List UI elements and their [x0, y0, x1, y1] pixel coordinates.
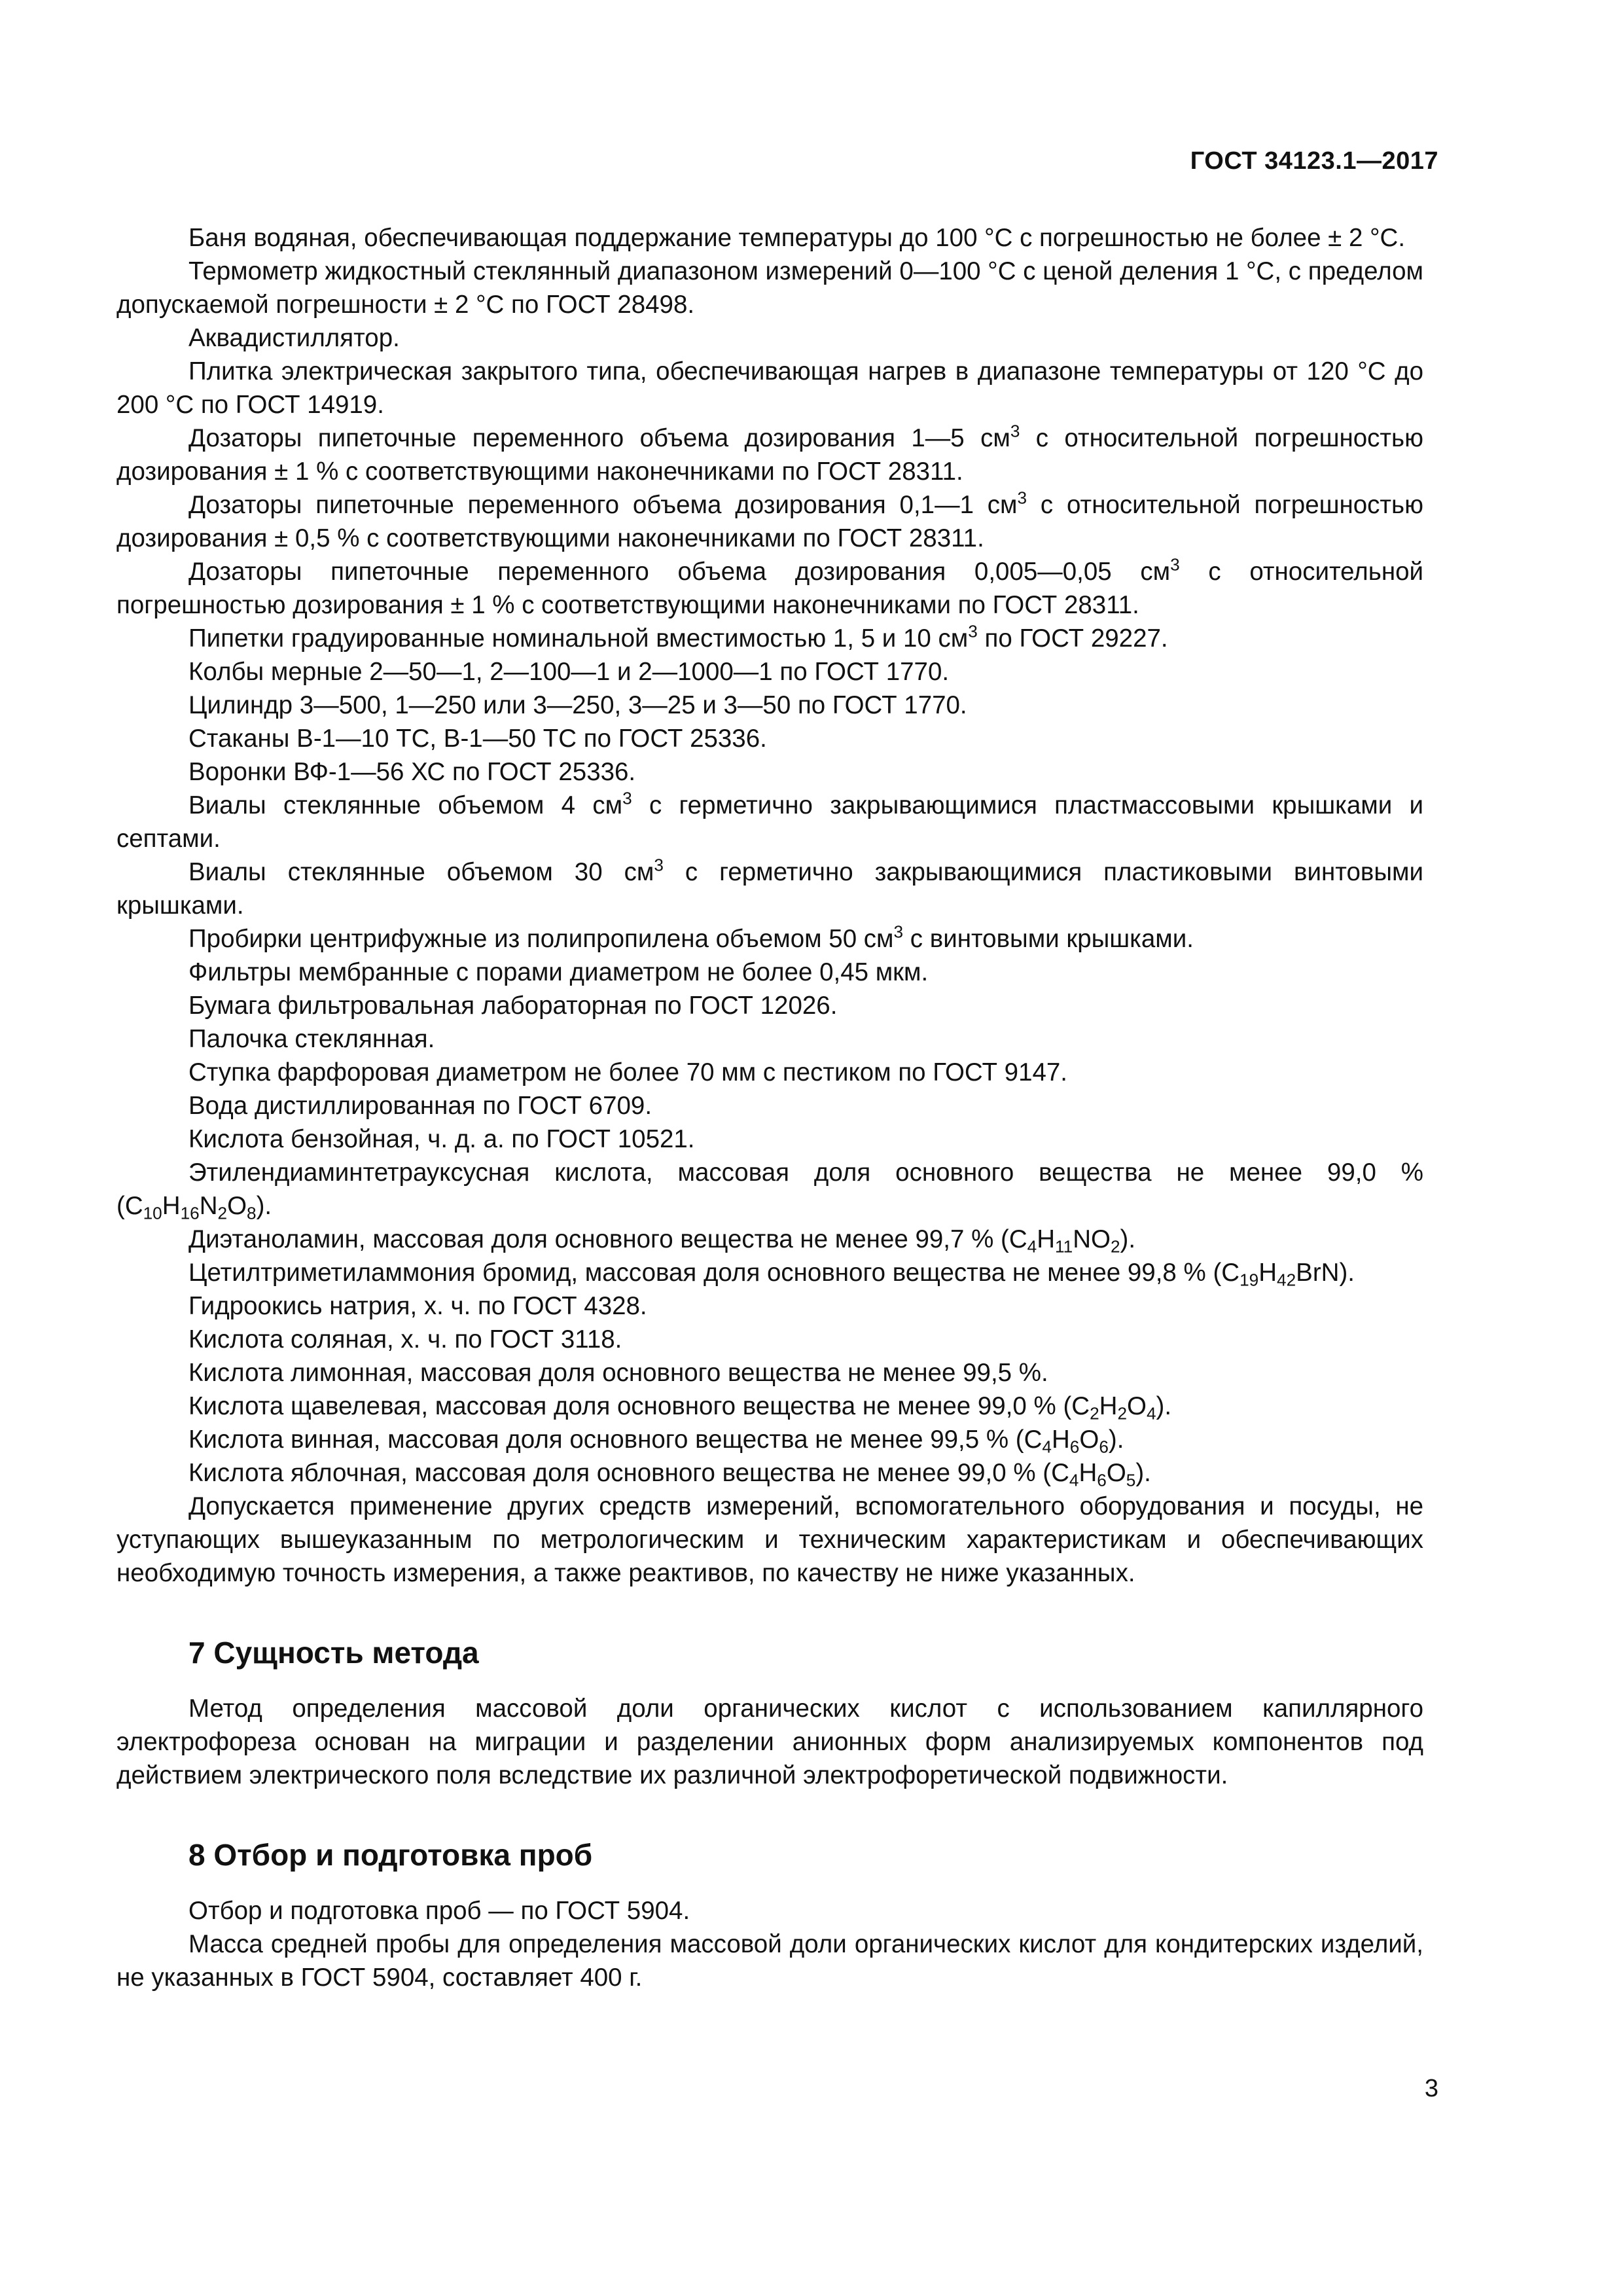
text-run: O	[227, 1192, 247, 1220]
equipment-list-item	[116, 321, 1423, 355]
text-run: Виалы стеклянные объемом 30 см	[188, 858, 654, 886]
subscript: 42	[1277, 1270, 1296, 1290]
text-run: Кислота щавелевая, массовая доля основного вещества не менее 99,0 % (C	[188, 1392, 1090, 1420]
text-run: Виалы стеклянные объемом 4 см	[188, 791, 623, 819]
text-run: O	[1106, 1459, 1126, 1487]
subscript: 5	[1126, 1470, 1136, 1490]
subscript: 2	[1110, 1236, 1120, 1257]
equipment-list-item	[116, 1089, 1423, 1122]
equipment-list-item	[116, 488, 1423, 555]
text-run: Пипетки градуированные номинальной вместимостью 1, 5 и 10 см	[188, 624, 969, 653]
equipment-list-item	[116, 255, 1423, 321]
equipment-list-item	[116, 1156, 1423, 1223]
document-code-header: ГОСТ 34123.1—2017	[1190, 147, 1438, 175]
text-run: Кислота лимонная, массовая доля основного вещества не менее 99,5 %.	[188, 1359, 1048, 1387]
text-run: Цетилтриметиламмония бромид, массовая доля основного вещества не менее 99,8 % (C	[188, 1259, 1240, 1287]
text-run: H	[162, 1192, 181, 1220]
equipment-list-item	[116, 1490, 1423, 1590]
equipment-list-item	[116, 555, 1423, 622]
text-run: Цилиндр 3—500, 1—250 или 3—250, 3—25 и 3—50 по ГОСТ 1770.	[188, 691, 967, 719]
text-run: с герметично закрывающимися пластиковыми винтовыми крышками.	[116, 858, 1423, 920]
text-run: Вода дистиллированная по ГОСТ 6709.	[188, 1092, 652, 1120]
equipment-list-item	[116, 1223, 1423, 1256]
superscript: 3	[1017, 488, 1027, 508]
text-run: с герметично закрывающимися пластмассовыми крышками и септами.	[116, 791, 1424, 853]
equipment-list	[116, 221, 1423, 1590]
text-run: с относительной погрешностью дозирования ± 0,5 % с соответствующими наконечниками по ГОСТ 28311.	[116, 491, 1423, 552]
equipment-list-item	[116, 622, 1423, 655]
equipment-list-item	[116, 221, 1423, 255]
text-run: Допускается применение других средств измерений, вспомогательного оборудования и посуды, не уступающих вышеуказанным по метрологическим и техническим характеристикам и обеспечивающих необходимую точность измерения, а также реактивов, по качеству не ниже указанных.	[116, 1492, 1423, 1587]
equipment-list-item	[116, 755, 1423, 789]
text-run: Стаканы В-1—10 ТС, В-1—50 ТС по ГОСТ 25336.	[188, 725, 767, 753]
text-run: Диэтаноламин, массовая доля основного вещества не менее 99,7 % (C	[188, 1225, 1027, 1253]
text-run: H	[1099, 1392, 1118, 1420]
text-run: H	[1258, 1259, 1277, 1287]
section-8-paragraph: Отбор и подготовка проб — по ГОСТ 5904.	[188, 1897, 690, 1925]
equipment-list-item	[116, 1423, 1423, 1456]
text-run: с относительной погрешностью дозирования ± 1 % с соответствующими наконечниками по ГОСТ 28311.	[116, 424, 1423, 486]
text-run: Кислота винная, массовая доля основного вещества не менее 99,5 % (C	[188, 1426, 1043, 1454]
text-run: Кислота бензойная, ч. д. а. по ГОСТ 10521.	[188, 1125, 695, 1153]
subscript: 4	[1069, 1470, 1079, 1490]
subscript: 2	[217, 1203, 228, 1223]
equipment-list-item	[116, 1456, 1423, 1490]
equipment-list-item	[116, 1356, 1423, 1390]
text-run: NO	[1073, 1225, 1111, 1253]
text-run: Аквадистиллятор.	[188, 324, 400, 352]
text-run: Кислота яблочная, массовая доля основного вещества не менее 99,0 % (C	[188, 1459, 1069, 1487]
text-run: ).	[1156, 1392, 1172, 1420]
section-8-paragraph: Масса средней пробы для определения массовой доли органических кислот для кондитерских изделий, не указанных в ГОСТ 5904, составляет 400 г.	[116, 1930, 1423, 1992]
subscript: 19	[1240, 1270, 1259, 1290]
text-run: N	[199, 1192, 218, 1220]
subscript: 4	[1042, 1437, 1052, 1457]
subscript: 10	[143, 1203, 162, 1223]
subscript: 6	[1069, 1437, 1080, 1457]
equipment-list-item	[116, 1022, 1423, 1056]
subscript: 16	[180, 1203, 200, 1223]
equipment-list-item	[116, 1323, 1423, 1356]
subscript: 8	[247, 1203, 257, 1223]
equipment-list-item	[116, 855, 1423, 922]
equipment-list-item	[116, 655, 1423, 689]
superscript: 3	[968, 621, 978, 641]
text-run: с винтовыми крышками.	[903, 925, 1194, 953]
text-run: O	[1079, 1426, 1099, 1454]
text-run: Фильтры мембранные с порами диаметром не более 0,45 мкм.	[188, 958, 929, 986]
subscript: 11	[1055, 1236, 1073, 1257]
text-run: Дозаторы пипеточные переменного объема дозирования 0,1—1 см	[188, 491, 1018, 519]
text-run: Колбы мерные 2—50—1, 2—100—1 и 2—1000—1 по ГОСТ 1770.	[188, 658, 950, 686]
equipment-list-item	[116, 422, 1423, 488]
subscript: 4	[1146, 1403, 1156, 1424]
text-run: Баня водяная, обеспечивающая поддержание температуры до 100 °С с погрешностью не более ± 2 °С.	[188, 224, 1406, 252]
equipment-list-item	[116, 1122, 1423, 1156]
text-run: Плитка электрическая закрытого типа, обеспечивающая нагрев в диапазоне температуры от 120 °С до 200 °С по ГОСТ 14919.	[116, 357, 1423, 419]
equipment-list-item	[116, 1289, 1423, 1323]
superscript: 3	[893, 922, 904, 942]
text-run: Воронки ВФ-1—56 ХС по ГОСТ 25336.	[188, 758, 636, 786]
equipment-list-item	[116, 689, 1423, 722]
text-run: ).	[1108, 1426, 1124, 1454]
superscript: 3	[654, 855, 664, 875]
text-run: Термометр жидкостный стеклянный диапазоном измерений 0—100 °С с ценой деления 1 °С, с пределом допускаемой погрешности ± 2 °С по ГОСТ 28498.	[116, 257, 1423, 319]
subscript: 6	[1097, 1470, 1107, 1490]
text-run: ).	[256, 1192, 272, 1220]
text-run: с относительной погрешностью дозирования ± 1 % с соответствующими наконечниками по ГОСТ 28311.	[116, 558, 1423, 619]
equipment-list-item	[116, 1256, 1423, 1289]
text-run: Пробирки центрифужные из полипропилена объемом 50 см	[188, 925, 894, 953]
equipment-list-item	[116, 355, 1423, 422]
text-run: Этилендиаминтетрауксусная кислота, массовая доля основного вещества не менее 99,0 % (C	[116, 1158, 1423, 1220]
text-run: H	[1051, 1426, 1070, 1454]
text-run: Кислота соляная, х. ч. по ГОСТ 3118.	[188, 1325, 622, 1354]
equipment-list-item	[116, 989, 1423, 1022]
text-run: H	[1037, 1225, 1056, 1253]
subscript: 6	[1099, 1437, 1109, 1457]
body-text	[116, 221, 1423, 1994]
superscript: 3	[622, 788, 632, 808]
subscript: 4	[1027, 1236, 1037, 1257]
superscript: 3	[1170, 554, 1180, 575]
subscript: 2	[1090, 1403, 1099, 1424]
text-run: H	[1079, 1459, 1097, 1487]
text-run: BrN).	[1296, 1259, 1355, 1287]
subscript: 2	[1117, 1403, 1128, 1424]
text-run: Дозаторы пипеточные переменного объема дозирования 0,005—0,05 см	[188, 558, 1171, 586]
superscript: 3	[1010, 421, 1020, 441]
text-run: ).	[1120, 1225, 1136, 1253]
text-run: Ступка фарфоровая диаметром не более 70 мм с пестиком по ГОСТ 9147.	[188, 1058, 1068, 1086]
text-run: по ГОСТ 29227.	[977, 624, 1168, 653]
text-run: Бумага фильтровальная лабораторная по ГОСТ 12026.	[188, 992, 838, 1020]
equipment-list-item	[116, 922, 1423, 956]
text-run: Дозаторы пипеточные переменного объема дозирования 1—5 см	[188, 424, 1010, 452]
equipment-list-item	[116, 956, 1423, 989]
text-run: Гидроокись натрия, х. ч. по ГОСТ 4328.	[188, 1292, 647, 1320]
equipment-list-item	[116, 789, 1423, 855]
equipment-list-item	[116, 722, 1423, 755]
section-7-heading: 7 Сущность метода	[188, 1636, 479, 1670]
text-run: O	[1127, 1392, 1147, 1420]
section-7-paragraph: Метод определения массовой доли органических кислот с использованием капиллярного электрофореза основан на миграции и разделении анионных форм анализируемых компонентов под действием электрического поля вследствие их различной электрофоретической подвижности.	[116, 1695, 1423, 1789]
section-8-heading: 8 Отбор и подготовка проб	[188, 1838, 593, 1872]
equipment-list-item	[116, 1056, 1423, 1089]
text-run: ).	[1135, 1459, 1151, 1487]
text-run: Палочка стеклянная.	[188, 1025, 435, 1053]
page-number: 3	[1424, 2075, 1438, 2102]
equipment-list-item	[116, 1390, 1423, 1423]
